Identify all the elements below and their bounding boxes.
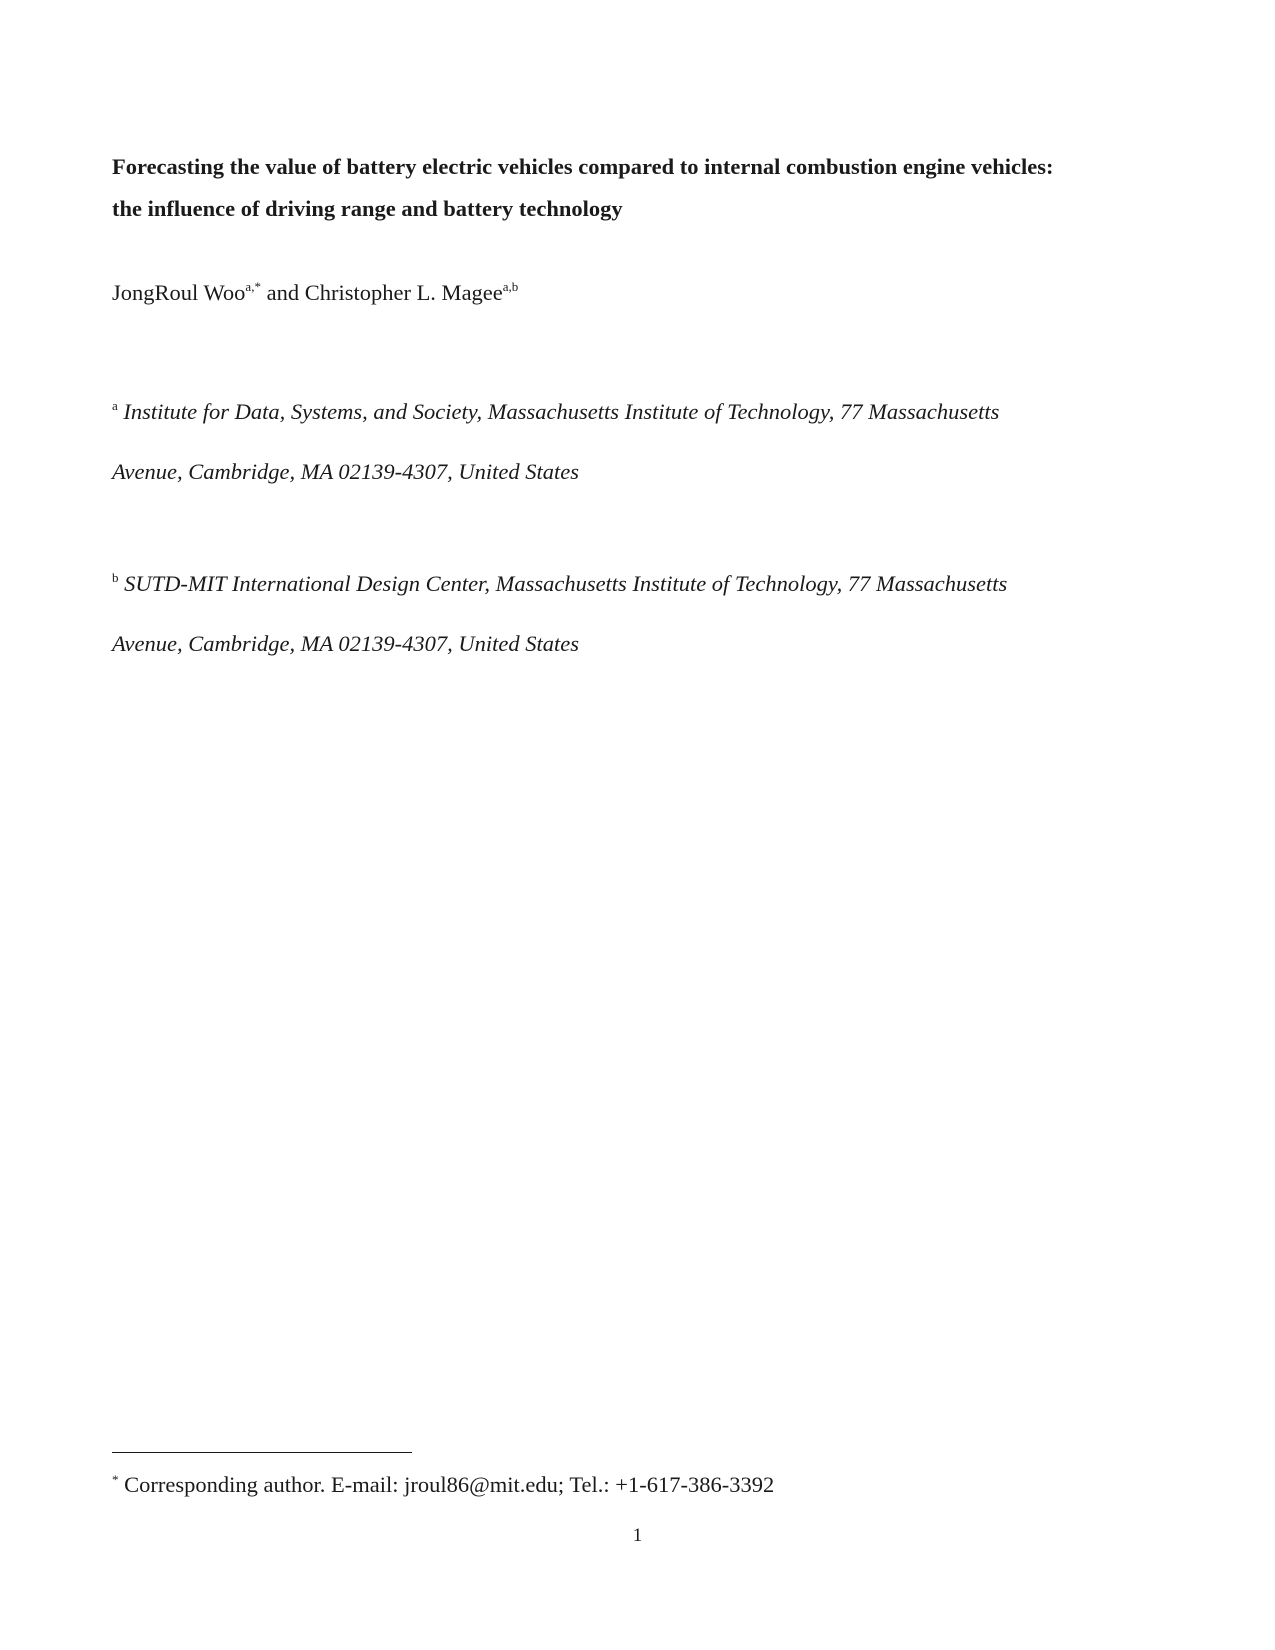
author-1-affiliation-marks: a,*	[245, 279, 261, 294]
affiliation-b	[112, 555, 1007, 672]
author-2-affiliation-marks: a,b	[502, 279, 519, 294]
author-connector: and	[260, 280, 305, 305]
affiliation-a-text-1: Institute for Data, Systems, and Society, Massachusetts Institute of Technology, 77 Massachusetts	[123, 399, 1000, 424]
affiliation-b-line-1	[112, 555, 1007, 615]
footnote-divider	[112, 1452, 412, 1453]
affiliation-b-line-2: Avenue, Cambridge, MA 02139-4307, United States	[112, 631, 580, 656]
footnote-text: Corresponding author. E-mail: jroul86@mit.edu; Tel.: +1-617-386-3392	[124, 1472, 775, 1497]
affiliation-a	[112, 383, 999, 500]
author-list	[112, 278, 518, 311]
affiliation-a-marker: a	[112, 398, 118, 413]
author-name-1: JongRoul Woo	[112, 280, 246, 305]
affiliation-b-text-1: SUTD-MIT International Design Center, Massachusetts Institute of Technology, 77 Massachusetts	[124, 571, 1008, 596]
corresponding-author-footnote	[112, 1470, 774, 1503]
author-name-2: Christopher L. Magee	[304, 280, 503, 305]
page-number: 1	[632, 1525, 643, 1546]
paper-title	[112, 146, 1172, 230]
affiliation-b-marker: b	[112, 570, 119, 585]
affiliation-a-line-2: Avenue, Cambridge, MA 02139-4307, United States	[112, 459, 580, 484]
affiliation-a-line-1	[112, 383, 999, 443]
title-line-2: the influence of driving range and battery technology	[112, 196, 623, 221]
footnote-marker: *	[112, 1472, 119, 1487]
title-line-1: Forecasting the value of battery electric vehicles compared to internal combustion engine vehicles:	[112, 154, 1054, 179]
